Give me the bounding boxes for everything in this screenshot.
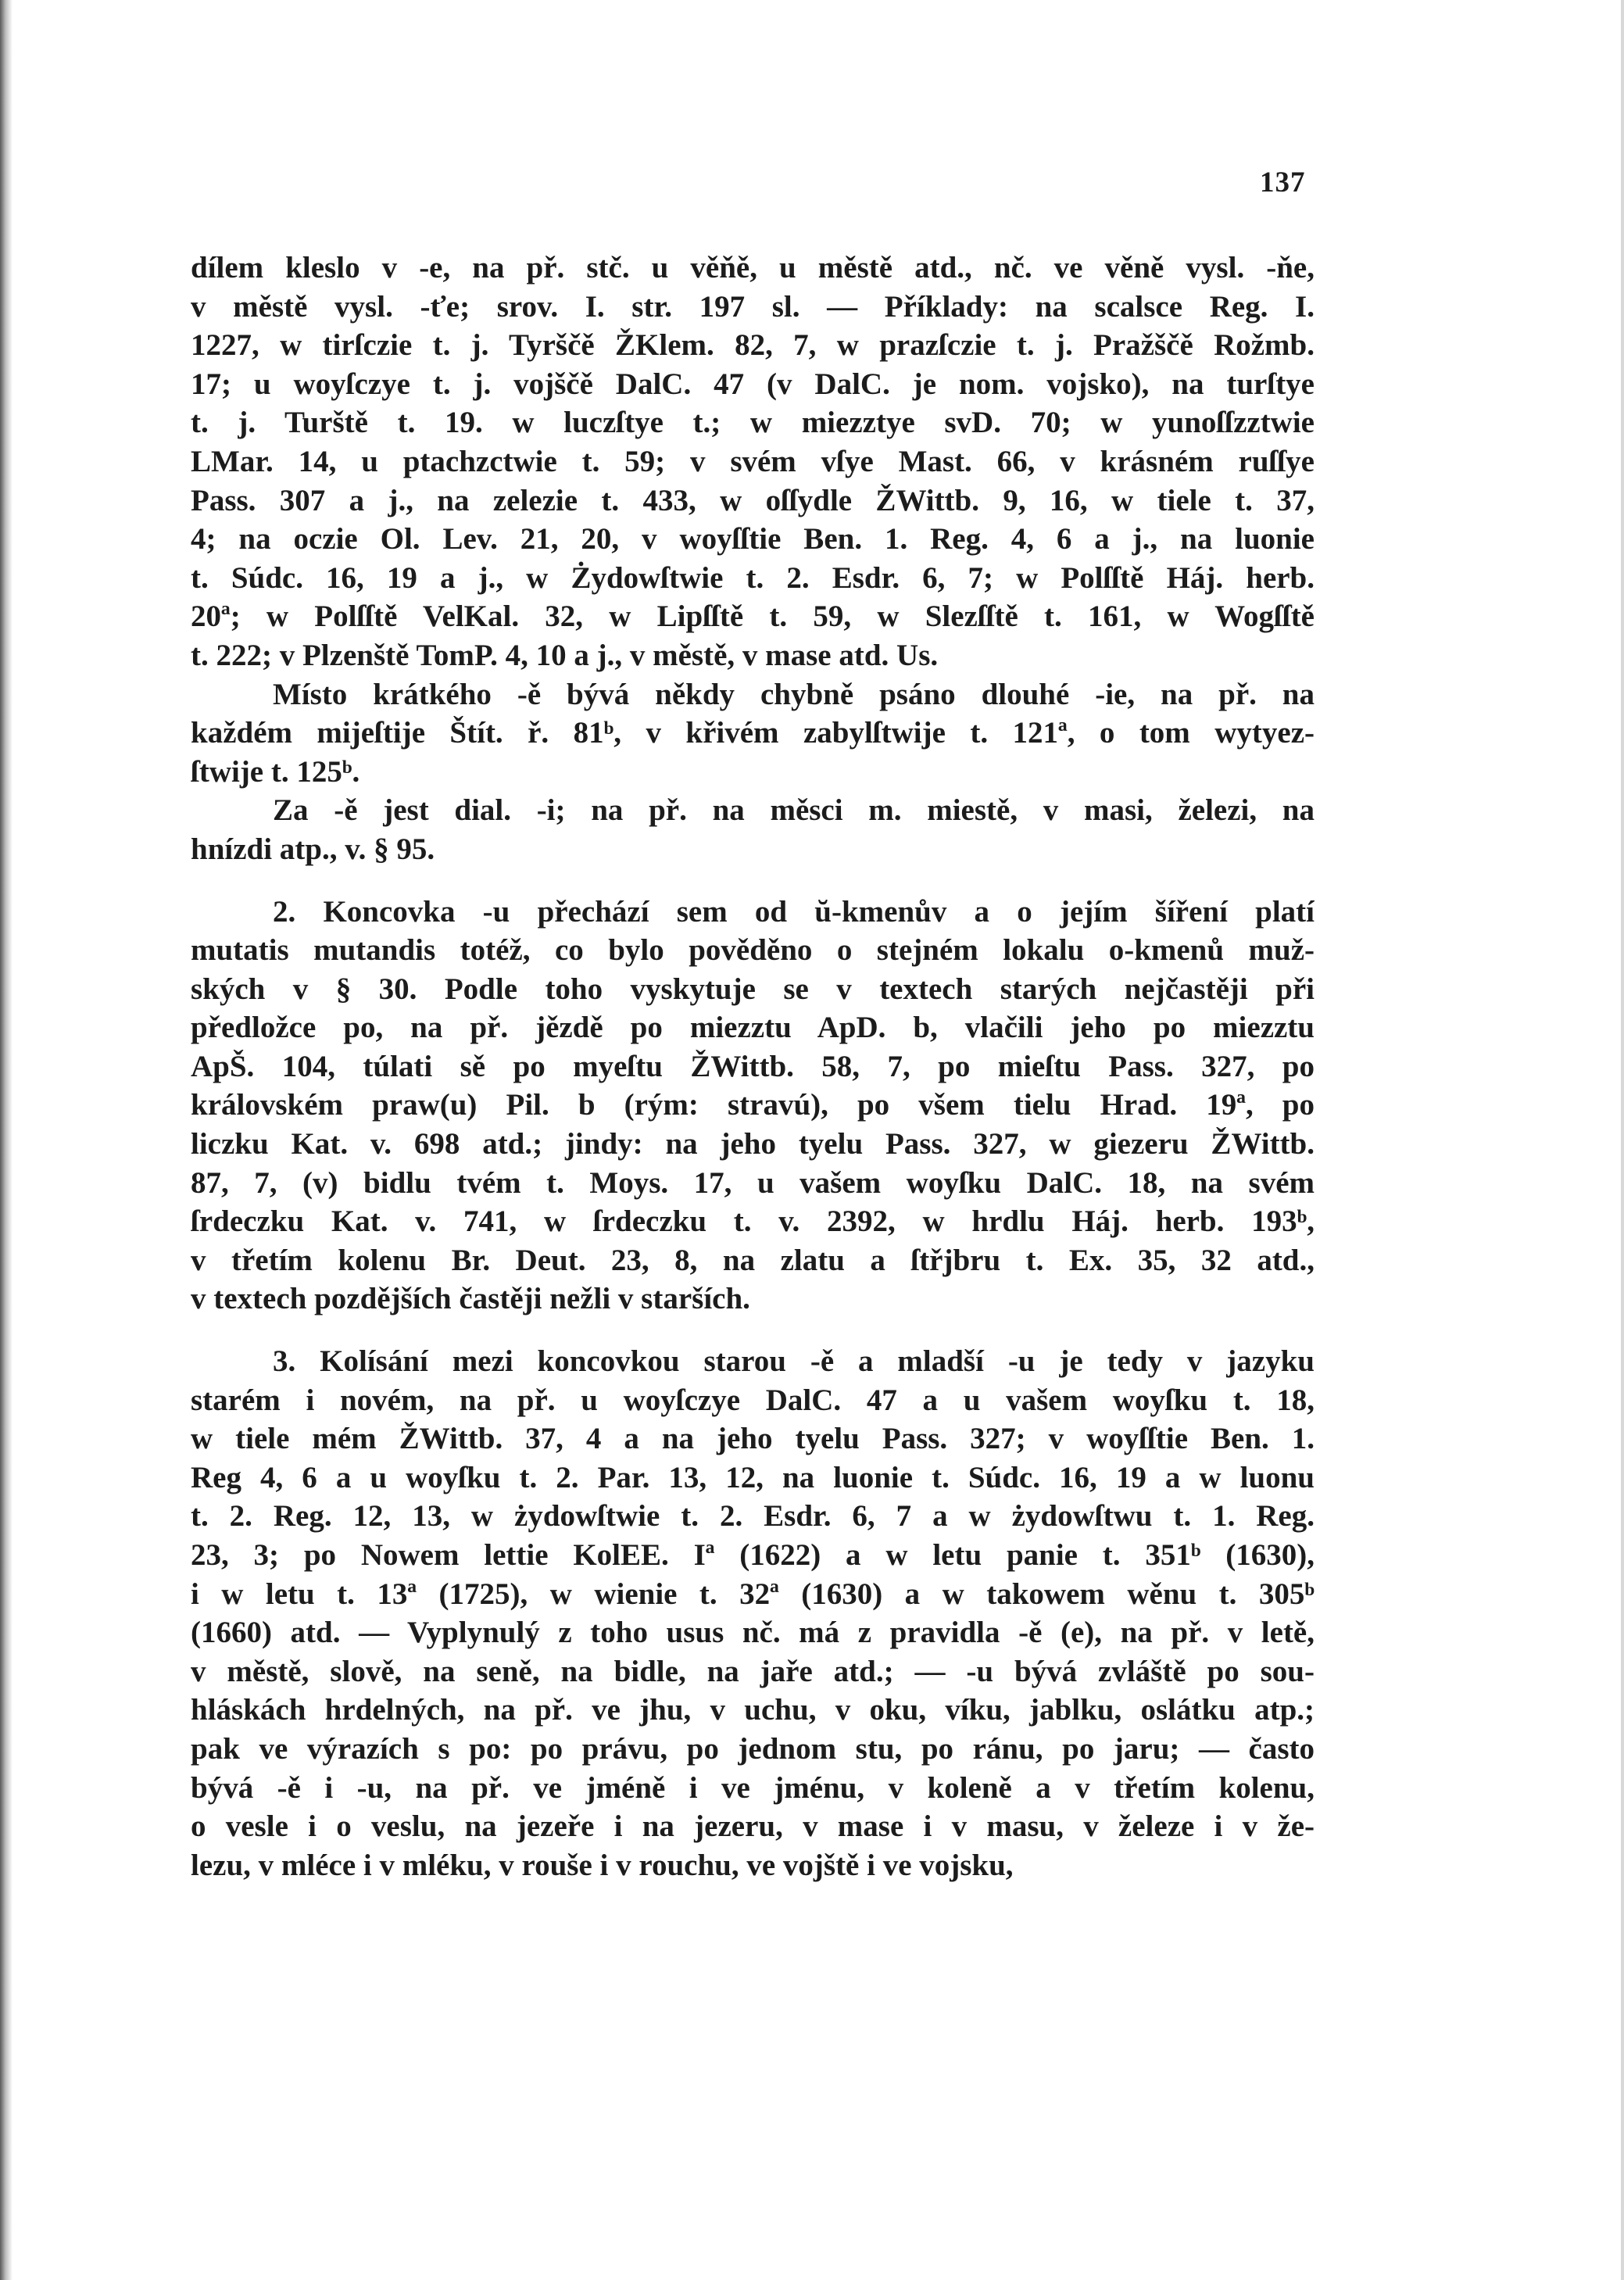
text-line: t. 222; v Plzenště TomP. 4, 10 a j., v městě, v mase atd. Us. (191, 638, 939, 672)
text-line: 87, 7, (v) bidlu tvém t. Moys. 17, u vašem woyſku DalC. 18, na svém (191, 1165, 1315, 1200)
text-line: dílem kleslo v -e, na př. stč. u věňě, u městě atd., nč. ve věně vysl. -ňe, (191, 251, 1315, 285)
text-line: v textech pozdějších častěji nežli v starších. (191, 1282, 750, 1316)
text-line: liczku Kat. v. 698 atd.; jindy: na jeho tyelu Pass. 327, w giezeru ŽWittb. (191, 1127, 1315, 1161)
text-line: ských v § 30. Podle toho vyskytuje se v textech starých nejčastěji při (191, 972, 1315, 1006)
text-line: ſtwije t. 125ᵇ. (191, 754, 360, 789)
text-line: t. Súdc. 16, 19 a j., w Żydowſtwie t. 2. Esdr. 6, 7; w Polſſtě Háj. herb. (191, 560, 1315, 595)
text-line: bývá -ě i -u, na př. ve jméně i ve jménu, v koleně a v třetím kolenu, (191, 1770, 1315, 1805)
text-line: w tiele mém ŽWittb. 37, 4 a na jeho tyelu Pass. 327; v woyſſtie Ben. 1. (191, 1422, 1315, 1456)
paragraph-gap (191, 869, 1315, 893)
text-line: o vesle i o veslu, na jezeře i na jezeru, v mase i v masu, v železe i v že- (191, 1809, 1315, 1844)
paragraph-3 (191, 791, 1315, 868)
text-line: LMar. 14, u ptachzctwie t. 59; v svém vſye Mast. 66, v krásném ruſſye (191, 444, 1315, 478)
text-line: (1660) atd. — Vyplynulý z toho usus nč. má z pravidla -ě (e), na př. v letě, (191, 1616, 1315, 1650)
text-line: pak ve výrazích s po: po právu, po jednom stu, po ránu, po jaru; — často (191, 1731, 1315, 1766)
text-line: t. 2. Reg. 12, 13, w żydowſtwie t. 2. Esdr. 6, 7 a w żydowſtwu t. 1. Reg. (191, 1499, 1315, 1534)
scan-page-edge (0, 0, 13, 2280)
text-line: starém i novém, na př. u woyſczye DalC. 47 a u vašem woyſku t. 18, (191, 1383, 1315, 1417)
text-line: královském praw(u) Pil. b (rým: stravú), po všem tielu Hrad. 19ª, po (191, 1088, 1315, 1122)
text-line: 4; na oczie Ol. Lev. 21, 20, v woyſſtie Ben. 1. Reg. 4, 6 a j., na luonie (191, 522, 1315, 557)
text-line: mutatis mutandis totéž, co bylo pověděno o stejném lokalu o-kmenů muž- (191, 933, 1315, 968)
paragraph-4 (191, 893, 1315, 1319)
text-line: Za -ě jest dial. -i; na př. na měsci m. miestě, v masi, železi, na (273, 793, 1315, 828)
page-number: 137 (1260, 166, 1306, 199)
paragraph-gap (191, 1319, 1315, 1342)
text-line: v městě, slově, na seně, na bidle, na jaře atd.; — -u bývá zvláště po sou- (191, 1654, 1315, 1688)
text-line: v městě vysl. -ťe; srov. I. str. 197 sl. — Příklady: na scalsce Reg. I. (191, 289, 1315, 324)
text-line: 3. Kolísání mezi koncovkou starou -ě a mladší -u je tedy v jazyku (273, 1344, 1315, 1379)
text-line: 20ª; w Polſſtě VelKal. 32, w Lipſſtě t. 59, w Slezſſtě t. 161, w Wogſſtě (191, 600, 1315, 634)
scan-right-edge (1621, 0, 1624, 2280)
text-line: hláskách hrdelných, na př. ve jhu, v uchu, v oku, víku, jablku, oslátku atp.; (191, 1693, 1315, 1727)
text-line: ſrdeczku Kat. v. 741, w ſrdeczku t. v. 2392, w hrdlu Háj. herb. 193ᵇ, (191, 1204, 1315, 1239)
text-line: 2. Koncovka -u přechází sem od ŭ-kmenův a o jejím šíření platí (273, 894, 1315, 929)
text-line: Místo krátkého -ě bývá někdy chybně psáno dlouhé -ie, na př. na (273, 677, 1315, 711)
text-line: ApŠ. 104, túlati sě po myeſtu ŽWittb. 58, 7, po mieſtu Pass. 327, po (191, 1049, 1315, 1083)
paragraph-5 (191, 1342, 1315, 1884)
text-line: i w letu t. 13ª (1725), w wienie t. 32ª (1630) a w takowem wěnu t. 305ᵇ (191, 1577, 1315, 1611)
paragraph-2 (191, 675, 1315, 792)
text-line: 1227, w tirſczie t. j. Tyrščě ŽKlem. 82, 7, w prazſczie t. j. Pražščě Rožmb. (191, 328, 1315, 363)
paragraph-1 (191, 249, 1315, 675)
text-line: lezu, v mléce i v mléku, v rouše i v rouchu, ve vojště i ve vojsku, (191, 1848, 1014, 1882)
text-line: každém mijeſtije Štít. ř. 81ᵇ, v křivém zabylſtwije t. 121ª, o tom wytyez- (191, 716, 1315, 750)
page-body (191, 249, 1315, 1884)
text-line: t. j. Turště t. 19. w luczſtye t.; w miezztye svD. 70; w yunoſſzztwie (191, 406, 1315, 440)
text-line: v třetím kolenu Br. Deut. 23, 8, na zlatu a ſtřjbru t. Ex. 35, 32 atd., (191, 1243, 1315, 1277)
text-line: hnízdi atp., v. § 95. (191, 832, 435, 866)
text-line: Reg 4, 6 a u woyſku t. 2. Par. 13, 12, na luonie t. Súdc. 16, 19 a w luonu (191, 1460, 1315, 1494)
text-line: předložce po, na př. jězdě po miezztu ApD. b, vlačili jeho po miezztu (191, 1011, 1315, 1045)
text-line: 23, 3; po Nowem lettie KolEE. Iª (1622) a w letu panie t. 351ᵇ (1630), (191, 1538, 1315, 1572)
text-line: Pass. 307 a j., na zelezie t. 433, w oſſydle ŽWittb. 9, 16, w tiele t. 37, (191, 483, 1315, 517)
text-line: 17; u woyſczye t. j. vojščě DalC. 47 (v DalC. je nom. vojsko), na turſtye (191, 367, 1315, 401)
